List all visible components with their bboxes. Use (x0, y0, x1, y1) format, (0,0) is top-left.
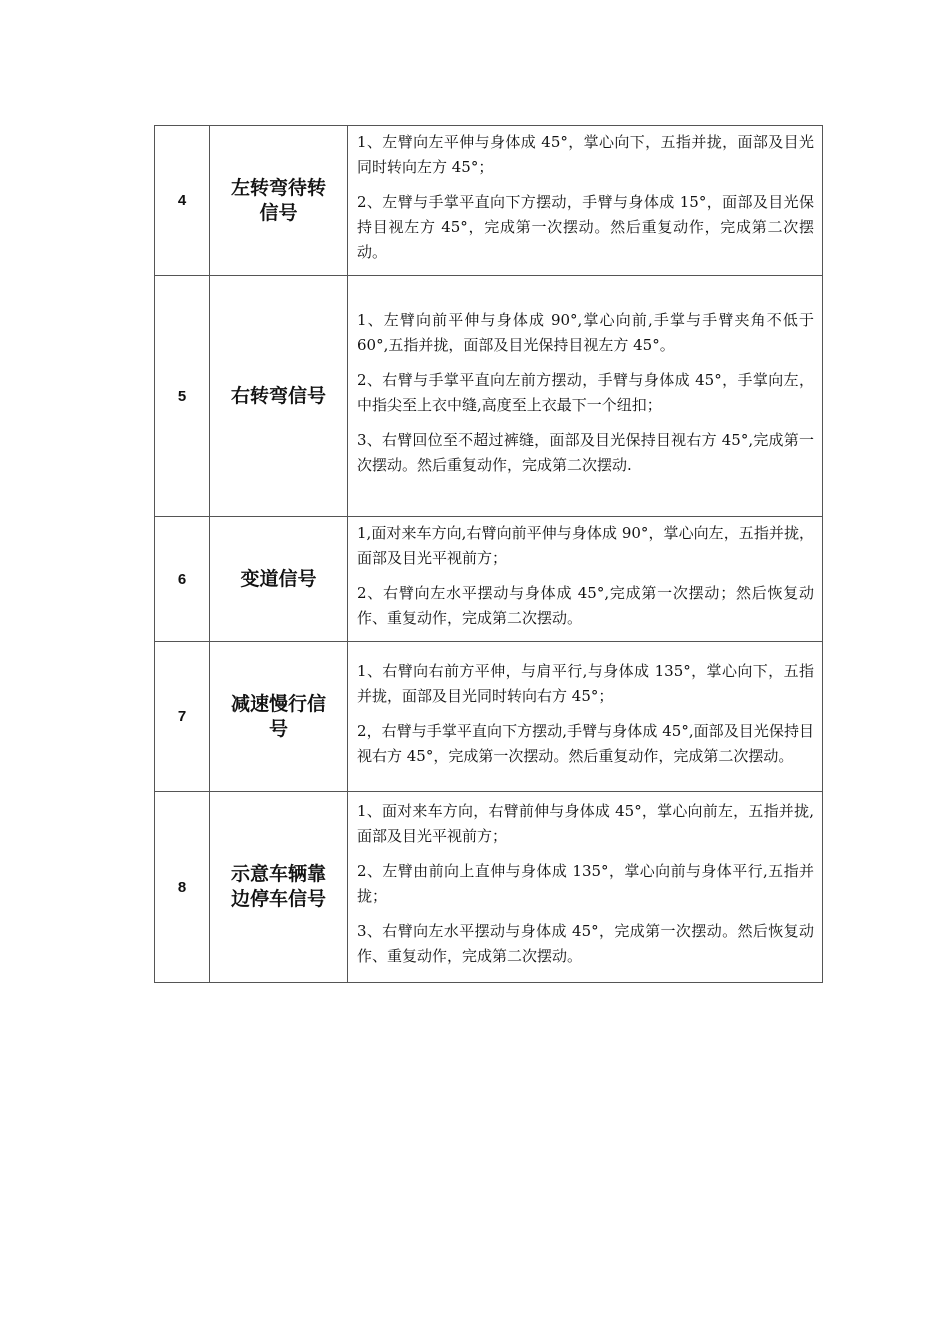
signal-number: 7 (155, 642, 210, 792)
signal-description (348, 642, 823, 792)
signal-name: 左转弯待转信号 (210, 126, 348, 276)
table-row (155, 642, 823, 792)
step-text: 1、左臂向左平伸与身体成 45°，掌心向下，五指并拢，面部及目光同时转向左方 45°； (357, 133, 814, 176)
table-row (155, 517, 823, 642)
step-text: 1、右臂向右前方平伸，与肩平行,与身体成 135°，掌心向下，五指并拢，面部及目光同时转向右方 45°； (357, 661, 814, 705)
signal-number: 4 (155, 126, 210, 276)
signal-name: 减速慢行信号 (210, 642, 348, 792)
signal-description (348, 792, 823, 983)
step-text: 3、右臂向左水平摆动与身体成 45°，完成第一次摆动。然后恢复动作、重复动作，完成第二次摆动。 (357, 922, 814, 965)
traffic-signal-table (154, 125, 823, 983)
table-row (155, 792, 823, 983)
step-text: 1、面对来车方向，右臂前伸与身体成 45°，掌心向前左，五指并拢,面部及目光平视前方； (357, 802, 814, 845)
signal-number: 5 (155, 276, 210, 517)
signal-number: 6 (155, 517, 210, 642)
step-text: 2、左臂与手掌平直向下方摆动，手臂与身体成 15°，面部及目光保持目视左方 45°，完成第一次摆动。然后重复动作，完成第二次摆动。 (357, 193, 814, 261)
signal-description (348, 517, 823, 642)
step-text: 2、左臂由前向上直伸与身体成 135°，掌心向前与身体平行,五指并拢； (357, 862, 814, 905)
step-text: 3、右臂回位至不超过裤缝，面部及目光保持目视右方 45°,完成第一次摆动。然后重复动作，完成第二次摆动. (357, 431, 814, 474)
signal-number: 8 (155, 792, 210, 983)
signal-name: 示意车辆靠边停车信号 (210, 792, 348, 983)
step-text: 2、右臂与手掌平直向左前方摆动，手臂与身体成 45°，手掌向左，中指尖至上衣中缝,高度至上衣最下一个纽扣； (357, 371, 814, 414)
signal-description (348, 276, 823, 517)
step-text: 2、右臂向左水平摆动与身体成 45°,完成第一次摆动；然后恢复动作、重复动作，完成第二次摆动。 (357, 584, 814, 627)
signal-name: 右转弯信号 (210, 276, 348, 517)
step-text: 1、左臂向前平伸与身体成 90°,掌心向前,手掌与手臂夹角不低于 60°,五指并拢，面部及目光保持目视左方 45°。 (357, 311, 814, 354)
table-row (155, 276, 823, 517)
signal-name: 变道信号 (210, 517, 348, 642)
step-text: 2，右臂与手掌平直向下方摆动,手臂与身体成 45°,面部及目光保持目视右方 45°，完成第一次摆动。然后重复动作，完成第二次摆动。 (357, 721, 814, 765)
step-text: 1,面对来车方向,右臂向前平伸与身体成 90°，掌心向左，五指并拢，面部及目光平视前方； (357, 524, 814, 567)
table-row (155, 126, 823, 276)
signal-description (348, 126, 823, 276)
